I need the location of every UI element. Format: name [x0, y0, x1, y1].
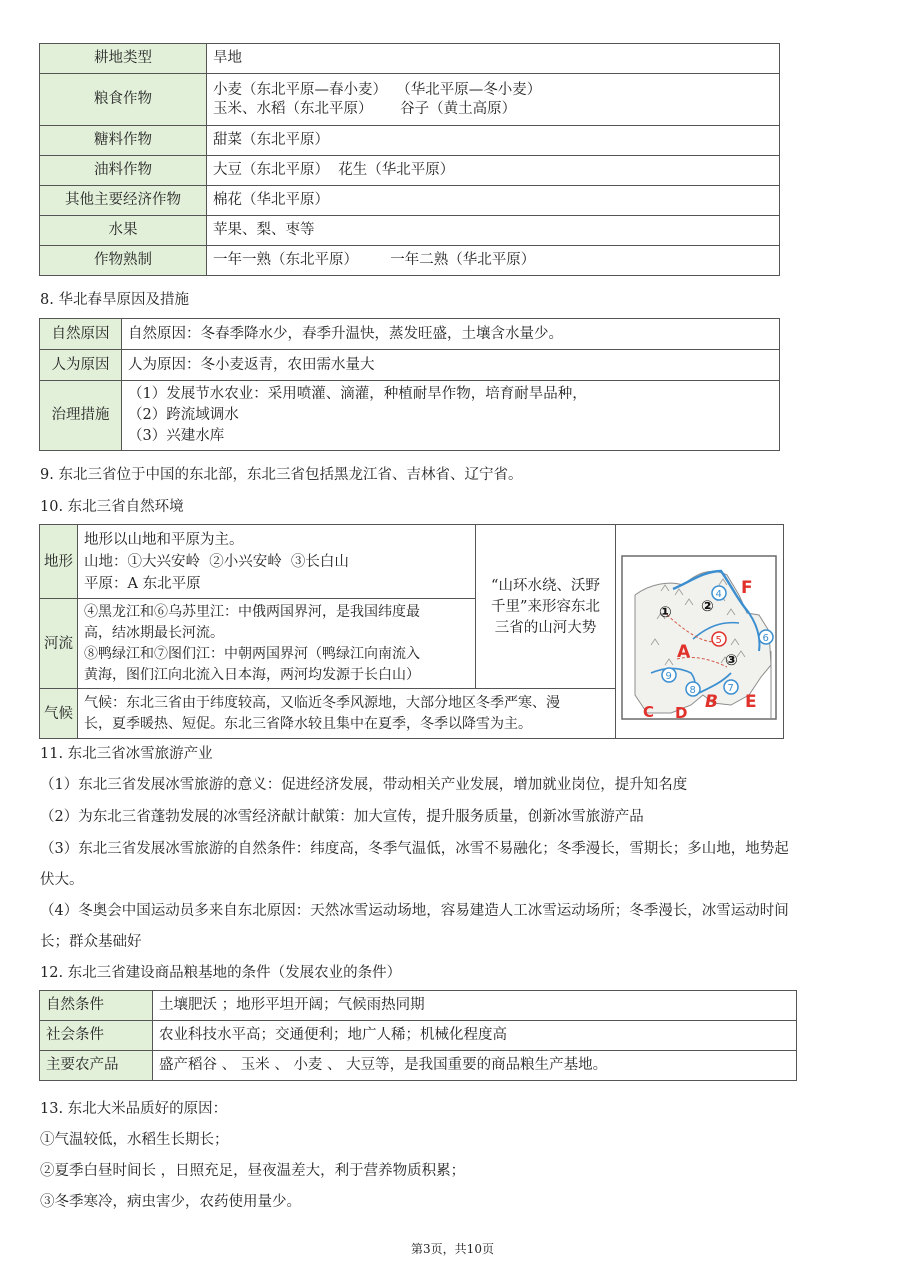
map-label-1: ① — [658, 602, 672, 621]
grain-base-table — [39, 990, 797, 1081]
northeast-environment-table — [39, 524, 784, 739]
map-label-F: F — [740, 577, 753, 598]
row-header: 其他主要经济作物 — [40, 186, 207, 216]
map-label-5: 5 — [715, 634, 722, 646]
row-content: 农业科技水平高；交通便利；地广人稀；机械化程度高 — [153, 1021, 797, 1051]
row-content: 自然原因：冬春季降水少，春季升温快，蒸发旺盛，土壤含水量少。 — [122, 319, 780, 350]
section-8-title: 8. 华北春旱原因及措施 — [40, 292, 189, 308]
table-row — [40, 319, 780, 350]
table-row — [40, 381, 780, 451]
row-content: 大豆（东北平原） 花生（华北平原） — [207, 156, 780, 186]
row-header: 自然原因 — [40, 319, 122, 350]
section-11-item-4-cont: 长；群众基础好 — [40, 934, 142, 950]
row-content: （1）发展节水农业：采用喷灌、滴灌，种植耐旱作物，培育耐旱品种， （2）跨流域调水 （3）兴建水库 — [122, 381, 780, 451]
row-content: ④黑龙江和⑥乌苏里江：中俄两国界河，是我国纬度最 高，结冰期最长河流。 ⑧鸭绿江和⑦图们江：中朝两国界河（鸭绿江向南流入 黄海，图们江向北流入日本海，两河均发源于长白山） — [78, 599, 476, 689]
table-row — [40, 126, 780, 156]
table-row — [40, 216, 780, 246]
table-row — [40, 350, 780, 381]
section-9-text: 9. 东北三省位于中国的东北部，东北三省包括黑龙江省、吉林省、辽宁省。 — [40, 467, 523, 483]
table-row — [40, 246, 780, 276]
section-13-item-1: ①气温较低，水稻生长期长； — [40, 1132, 229, 1148]
table-row — [40, 1051, 797, 1081]
row-content: 棉花（华北平原） — [207, 186, 780, 216]
row-header: 治理措施 — [40, 381, 122, 451]
northeast-map — [621, 555, 779, 721]
map-label-A: A — [676, 641, 690, 662]
table-row — [40, 525, 784, 599]
map-label-7: 7 — [727, 682, 734, 694]
row-header: 气候 — [40, 689, 78, 739]
row-header: 粮食作物 — [40, 74, 207, 126]
row-content: 一年一熟（东北平原） 一年二熟（华北平原） — [207, 246, 780, 276]
map-label-2: ② — [700, 596, 714, 615]
map-label-D: D — [674, 703, 687, 721]
table-row — [40, 991, 797, 1021]
row-content: 苹果、梨、枣等 — [207, 216, 780, 246]
quote-cell: “山环水绕、沃野 千里”来形容东北 三省的山河大势 — [476, 525, 616, 689]
spring-drought-table — [39, 318, 780, 451]
page-number: 第3页，共10页 — [411, 1242, 494, 1256]
table-row — [40, 186, 780, 216]
section-12-title: 12. 东北三省建设商品粮基地的条件（发展农业的条件） — [40, 965, 402, 981]
row-header: 糖料作物 — [40, 126, 207, 156]
row-header: 社会条件 — [40, 1021, 153, 1051]
row-header: 作物熟制 — [40, 246, 207, 276]
section-11-item-3-cont: 伏大。 — [40, 872, 84, 888]
section-13-item-2: ②夏季白昼时间长 ，日照充足，昼夜温差大，利于营养物质积累； — [40, 1163, 466, 1179]
section-11-item-2: （2）为东北三省蓬勃发展的冰雪经济献计献策：加大宣传，提升服务质量，创新冰雪旅游产品 — [40, 809, 644, 825]
section-13-title: 13. 东北大米品质好的原因： — [40, 1101, 228, 1117]
row-content: 旱地 — [207, 44, 780, 74]
row-header: 自然条件 — [40, 991, 153, 1021]
row-content: 甜菜（东北平原） — [207, 126, 780, 156]
row-header: 地形 — [40, 525, 78, 599]
row-header: 油料作物 — [40, 156, 207, 186]
row-content: 盛产稻谷 、 玉米 、 小麦 、 大豆等，是我国重要的商品粮生产基地。 — [153, 1051, 797, 1081]
map-label-4: 4 — [715, 588, 722, 600]
table-row — [40, 44, 780, 74]
row-content: 小麦（东北平原—春小麦） （华北平原—冬小麦） 玉米、水稻（东北平原） 谷子（黄土高原） — [207, 74, 780, 126]
row-header: 河流 — [40, 599, 78, 689]
section-10-title: 10. 东北三省自然环境 — [40, 499, 184, 515]
row-header: 人为原因 — [40, 350, 122, 381]
map-cell — [616, 525, 784, 739]
map-label-B: B — [704, 691, 718, 712]
table-row — [40, 1021, 797, 1051]
section-11-item-1: （1）东北三省发展冰雪旅游的意义：促进经济发展，带动相关产业发展，增加就业岗位，提升知名度 — [40, 777, 688, 793]
row-content: 地形以山地和平原为主。 山地：①大兴安岭 ②小兴安岭 ③长白山 平原：A 东北平原 — [78, 525, 476, 599]
map-label-9: 9 — [665, 670, 672, 682]
table-row — [40, 74, 780, 126]
row-content: 气候：东北三省由于纬度较高，又临近冬季风源地，大部分地区冬季严寒、漫 长，夏季暖热、短促。东北三省降水较且集中在夏季，冬季以降雪为主。 — [78, 689, 616, 739]
section-11-title: 11. 东北三省冰雪旅游产业 — [40, 746, 213, 762]
map-label-C: C — [642, 702, 654, 721]
section-11-item-4: （4）冬奥会中国运动员多来自东北原因：天然冰雪运动场地，容易建造人工冰雪运动场所；冬季漫长，冰雪运动时间 — [40, 903, 789, 919]
row-content: 人为原因：冬小麦返青，农田需水量大 — [122, 350, 780, 381]
map-label-3: ③ — [724, 650, 738, 669]
row-header: 水果 — [40, 216, 207, 246]
row-header: 主要农产品 — [40, 1051, 153, 1081]
crop-table — [39, 43, 780, 276]
table-row — [40, 156, 780, 186]
map-label-8: 8 — [689, 684, 696, 696]
section-11-item-3: （3）东北三省发展冰雪旅游的自然条件：纬度高，冬季气温低，冰雪不易融化；冬季漫长，雪期长；多山地，地势起 — [40, 841, 789, 857]
row-content: 土壤肥沃 ；地形平坦开阔；气候雨热同期 — [153, 991, 797, 1021]
row-header: 耕地类型 — [40, 44, 207, 74]
map-label-6: 6 — [762, 632, 769, 644]
section-13-item-3: ③冬季寒冷，病虫害少，农药使用量少。 — [40, 1194, 301, 1210]
map-label-E: E — [744, 691, 757, 712]
